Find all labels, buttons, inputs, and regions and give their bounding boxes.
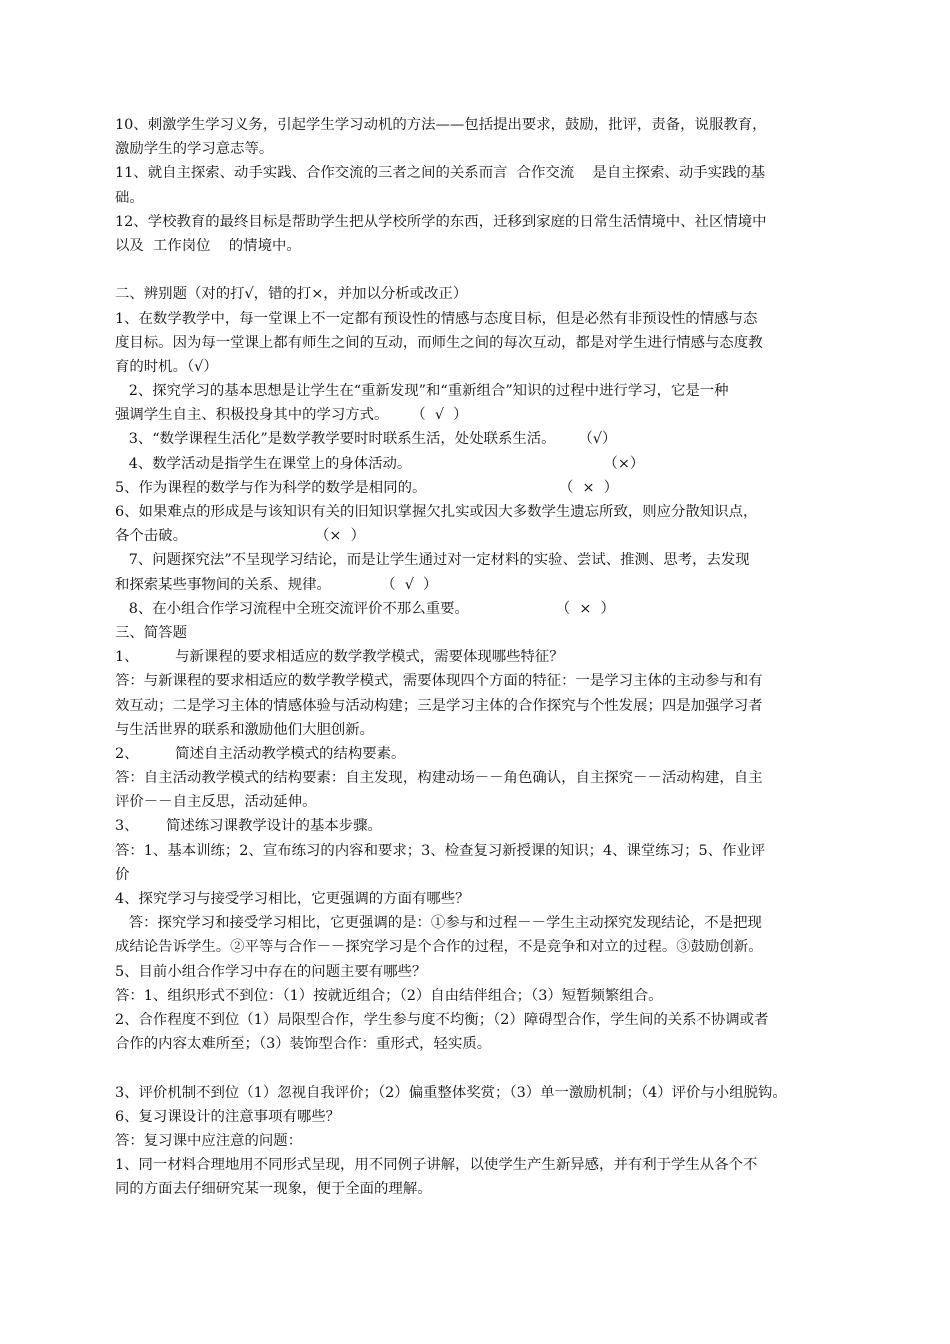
text-line: 答：与新课程的要求相适应的数学教学模式，需要体现四个方面的特征：一是学习主体的主动参与和有 xyxy=(115,673,763,690)
text-line: 以及 工作岗位 的情境中。 xyxy=(115,237,301,254)
text-line: 5、目前小组合作学习中存在的问题主要有哪些？ xyxy=(115,963,427,980)
text-line: 激励学生的学习意志等。 xyxy=(115,141,274,158)
text-line: 答：1、基本训练；2、宣布练习的内容和要求；3、检查复习新授课的知识；4、课堂练习；5、作业评 xyxy=(115,842,766,859)
text-line: 4、数学活动是指学生在课堂上的身体活动。 （×） xyxy=(115,455,645,472)
text-line: 6、如果难点的形成是与该知识有关的旧知识掌握欠扎实或因大多数学生遗忘所致，则应分散知识点， xyxy=(115,504,758,520)
text-line: 育的时机。（√） xyxy=(115,358,218,375)
text-line: 同的方面去仔细研究某一现象，便于全面的理解。 xyxy=(115,1181,432,1198)
text-line: 评价－－自主反思，活动延伸。 xyxy=(115,794,317,811)
text-line: 3、“数学课程生活化”是数学教学要时时联系生活，处处联系生活。 （√） xyxy=(115,431,617,448)
text-line: 1、在数学教学中，每一堂课上不一定都有预设性的情感与态度目标，但是必然有非预设性的情感与态 xyxy=(115,310,758,327)
text-line: 答：探究学习和接受学习相比，它更强调的是：①参与和过程－－学生主动探究发现结论，不是把现 xyxy=(115,915,762,932)
text-line: 2、探究学习的基本思想是让学生在“重新发现”和“重新组合”知识的过程中进行学习，它是一种 xyxy=(115,383,729,400)
text-line: 三、简答题 xyxy=(115,624,187,641)
text-line: 效互动；二是学习主体的情感体验与活动构建；三是学习主体的合作探究与个性发展；四是加强学习者 xyxy=(115,697,763,714)
text-line: 1、同一材料合理地用不同形式呈现，用不同例子讲解，以使学生产生新异感，并有利于学生从各个不 xyxy=(115,1157,758,1174)
text-line: 2、合作程度不到位（1）局限型合作，学生参与度不均衡；（2）障碍型合作，学生间的关系不协调或者 xyxy=(115,1011,769,1028)
text-line: 各个击破。 （× ） xyxy=(115,528,366,545)
text-line: 12、学校教育的最终目标是帮助学生把从学校所学的东西，迁移到家庭的日常生活情境中、社区情境中 xyxy=(115,213,767,230)
text-line: 1、 与新课程的要求相适应的数学教学模式，需要体现哪些特征？ xyxy=(115,649,564,666)
text-line: 11、就自主探索、动手实践、合作交流的三者之间的关系而言 合作交流 是自主探索、动手实践的基 xyxy=(115,165,766,182)
text-line: 2、 简述自主活动教学模式的结构要素。 xyxy=(115,745,406,762)
text-line: 3、评价机制不到位（1）忽视自我评价；（2）偏重整体奖赏；（3）单一激励机制；（4）评价与小组脱钩。 xyxy=(115,1084,787,1101)
text-line: 度目标。因为每一堂课上都有师生之间的互动，而师生之间的每次互动，都是对学生进行情感与态度教 xyxy=(115,334,763,351)
text-line: 5、作为课程的数学与作为科学的数学是相同的。 （ × ） xyxy=(115,479,619,496)
text-line: 3、 简述练习课教学设计的基本步骤。 xyxy=(115,818,382,835)
text-line xyxy=(115,1056,865,1080)
document-body xyxy=(115,113,865,1201)
text-line: 10、刺激学生学习义务，引起学生学习动机的方法——包括提出要求，鼓励，批评，责备，说服教育， xyxy=(115,117,767,133)
text-line: 答：复习课中应注意的问题： xyxy=(115,1132,303,1149)
text-line xyxy=(115,258,865,282)
text-line: 成结论告诉学生。②平等与合作－－探究学习是个合作的过程，不是竞争和对立的过程。③鼓励创新。 xyxy=(115,939,763,956)
text-line: 6、复习课设计的注意事项有哪些？ xyxy=(115,1108,341,1125)
text-line: 合作的内容太难所至；（3）装饰型合作：重形式，轻实质。 xyxy=(115,1036,492,1053)
text-line: 础。 xyxy=(115,189,144,206)
text-line: 答：1、组织形式不到位：（1）按就近组合；（2）自由结伴组合；（3）短暂频繁组合。 xyxy=(115,987,663,1004)
text-line: 7、问题探究法”不呈现学习结论，而是让学生通过对一定材料的实验、尝试、推测、思考，去发现 xyxy=(115,552,750,569)
text-line: 与生活世界的联系和激励他们大胆创新。 xyxy=(115,721,375,738)
text-line: 4、探究学习与接受学习相比，它更强调的方面有哪些？ xyxy=(115,891,470,907)
text-line: 和探索某些事物间的关系、规律。 （ √ ） xyxy=(115,576,438,593)
text-line: 二、辨别题（对的打√，错的打×，并加以分析或改正） xyxy=(115,286,468,303)
text-line: 8、在小组合作学习流程中全班交流评价不那么重要。 （ × ） xyxy=(115,600,615,617)
text-line: 价 xyxy=(115,866,130,883)
text-line: 答：自主活动教学模式的结构要素：自主发现，构建动场－－角色确认，自主探究－－活动构建，自主 xyxy=(115,770,763,787)
text-line: 强调学生自主、积极投身其中的学习方式。 （ √ ） xyxy=(115,407,468,424)
